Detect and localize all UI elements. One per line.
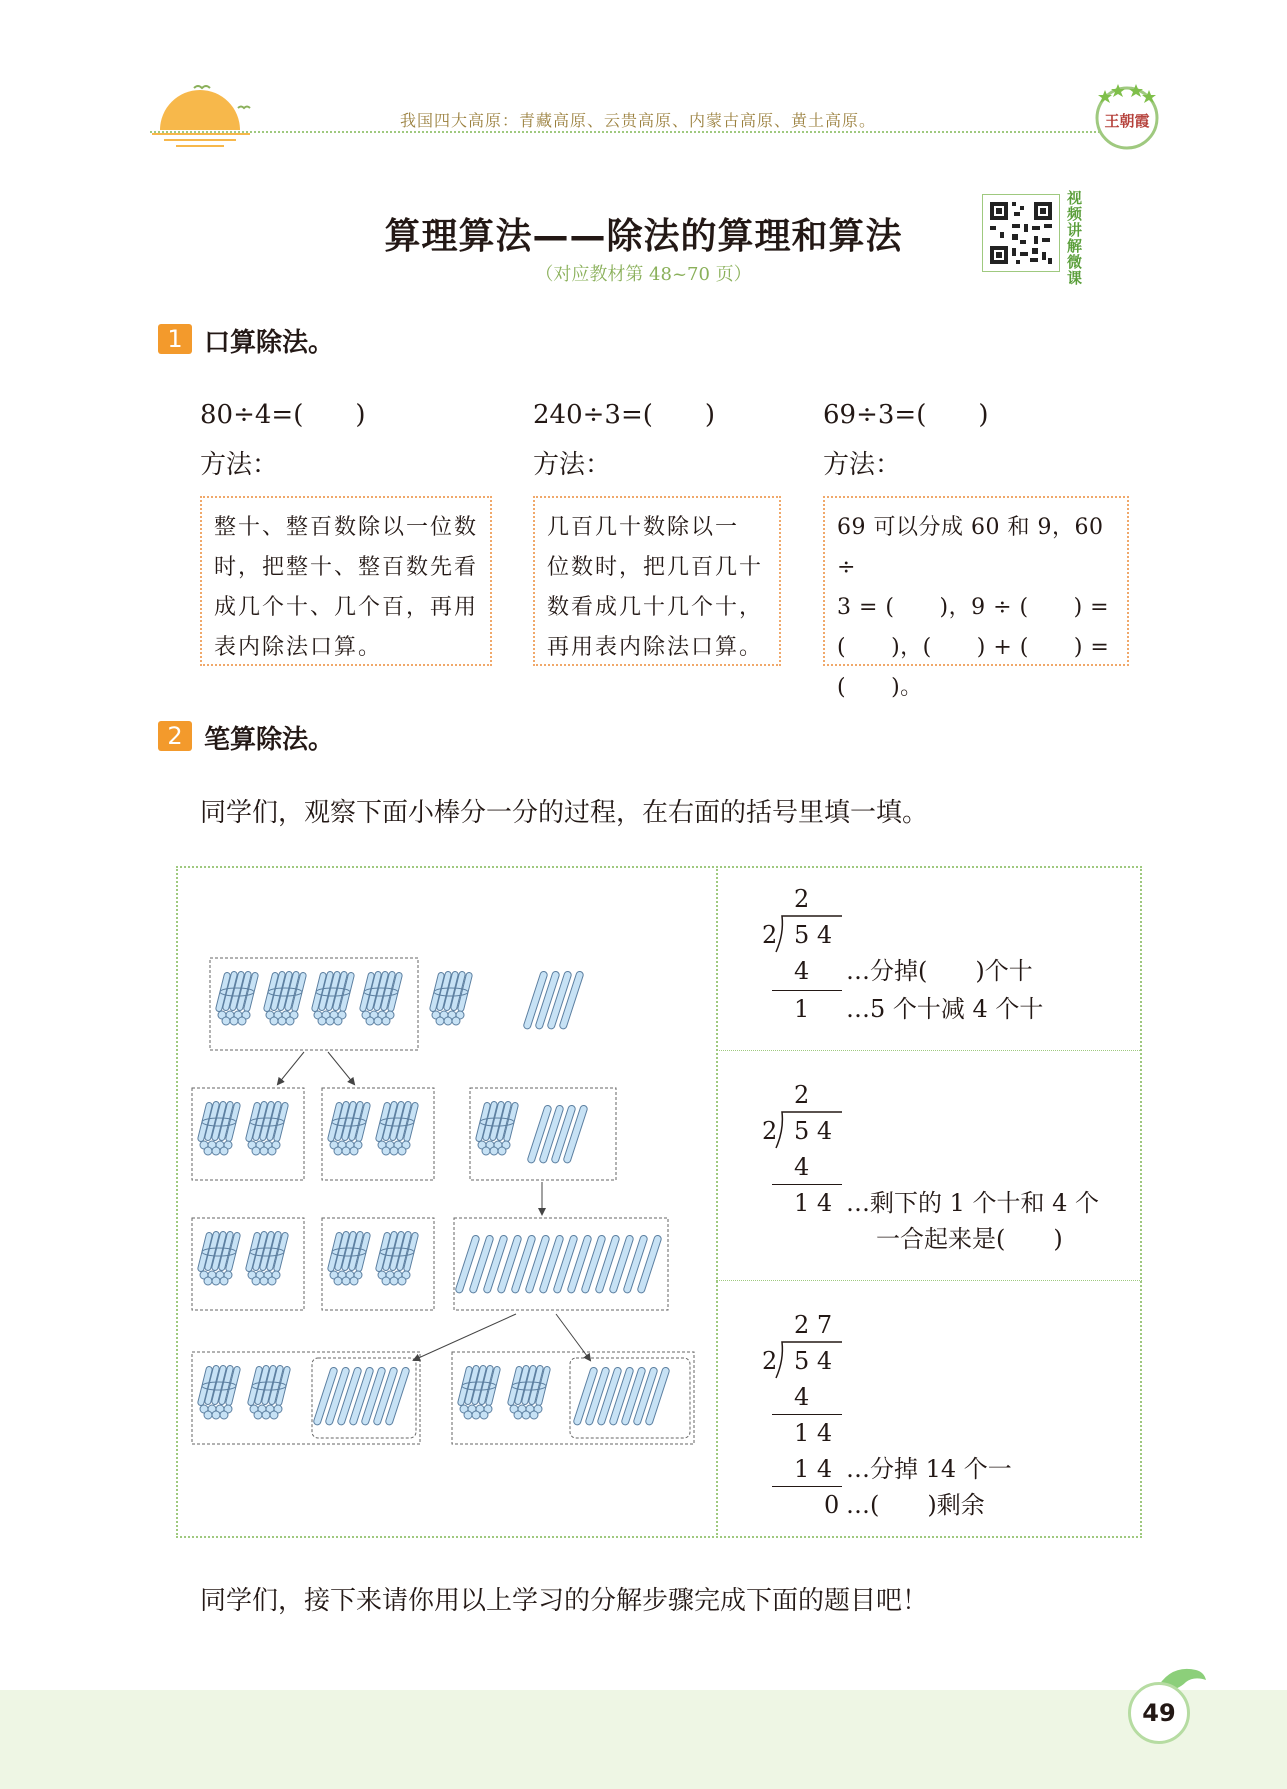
step-2-dividend: 5 4 [794, 1117, 833, 1145]
step-3-remainder: 1 4 [794, 1419, 833, 1447]
sun-logo-icon [150, 78, 260, 154]
subtraction-line [772, 1184, 842, 1185]
header-divider [150, 131, 1100, 133]
step-3-divisor: 2 [762, 1347, 778, 1375]
problem-3-method-label: 方法： [823, 450, 902, 480]
section-2-intro: 同学们，观察下面小棒分一分的过程，在右面的括号里填一填。 [200, 798, 929, 828]
problem-3-method-box [823, 496, 1129, 700]
problem-1-method-box [200, 496, 492, 666]
step-1-note-1: …分掉( )个十 [846, 957, 1033, 985]
header-banner-text: 我国四大高原：青藏高原、云贵高原、内蒙古高原、黄土高原。 [400, 111, 877, 130]
sticks-illustration [186, 940, 706, 1460]
problem-2-expression: 240÷3=( ) [533, 400, 716, 430]
step-2-subtrahend: 4 [794, 1153, 810, 1181]
brand-logo [1090, 76, 1164, 150]
step-1-divisor: 2 [762, 921, 778, 949]
problem-1-expression: 80÷4=( ) [200, 400, 366, 430]
section-2-number: 2 [158, 721, 192, 751]
method-line: ( )。 [837, 675, 923, 700]
method-line: 69 可以分成 60 和 9，60 ÷ [837, 515, 1104, 580]
step-1-note-2: …5 个十减 4 个十 [846, 995, 1044, 1023]
method-line: 整十、整百数除以一位数 [214, 515, 479, 540]
method-line: 位数时，把几百几十 [547, 555, 764, 580]
section-1-number: 1 [158, 324, 192, 354]
page-number: 49 [1128, 1682, 1190, 1744]
method-line: 3 = ( )，9 ÷ ( ) = [837, 595, 1110, 620]
footer-band [0, 1690, 1287, 1789]
step-1-subtrahend: 4 [794, 957, 810, 985]
method-line: 几百几十数除以一 [547, 515, 740, 540]
qr-label: 视频讲解微课 [1067, 189, 1083, 287]
qr-code-icon[interactable] [982, 194, 1060, 272]
method-line: 表内除法口算。 [214, 635, 383, 660]
subtraction-line [772, 990, 842, 991]
panel-row-divider [716, 1050, 1142, 1051]
method-line: ( )，( ) + ( ) = [837, 635, 1110, 660]
brand-logo-text: 王朝霞 [1104, 112, 1150, 130]
section-1-title: 口算除法。 [204, 328, 335, 358]
step-2-note-1: …剩下的 1 个十和 4 个 [846, 1189, 1100, 1217]
step-3-quotient: 2 7 [794, 1311, 833, 1339]
step-3-note-1: …分掉 14 个一 [846, 1455, 1012, 1483]
step-2-divisor: 2 [762, 1117, 778, 1145]
step-3-note-2: …( )剩余 [846, 1491, 985, 1519]
step-1-remainder: 1 [794, 995, 810, 1023]
step-2-quotient: 2 [794, 1081, 810, 1109]
panel-row-divider [716, 1280, 1142, 1281]
page-title: 算理算法——除法的算理和算法 [384, 216, 903, 257]
method-line: 再用表内除法口算。 [547, 635, 764, 660]
problem-2-method-label: 方法： [533, 450, 612, 480]
step-2-remainder: 1 4 [794, 1189, 833, 1217]
step-3-dividend: 5 4 [794, 1347, 833, 1375]
step-3-remainder-2: 0 [824, 1491, 840, 1519]
subtraction-line [772, 1414, 842, 1415]
method-line: 成几个十、几个百，再用 [214, 595, 479, 620]
step-1-dividend: 5 4 [794, 921, 833, 949]
section-2-outro: 同学们，接下来请你用以上学习的分解步骤完成下面的题目吧！ [200, 1586, 929, 1616]
problem-1-method-label: 方法： [200, 450, 279, 480]
section-2-title: 笔算除法。 [204, 725, 335, 755]
method-line: 时，把整十、整百数先看 [214, 555, 479, 580]
step-2-note-2: 一合起来是( ) [876, 1225, 1063, 1253]
problem-2-method-box [533, 496, 781, 666]
method-line: 数看成几十几个十， [547, 595, 764, 620]
page-subtitle: （对应教材第 48~70 页） [535, 264, 752, 285]
step-1-quotient: 2 [794, 885, 810, 913]
step-3-subtrahend-2: 1 4 [794, 1455, 833, 1483]
problem-3-expression: 69÷3=( ) [823, 400, 989, 430]
subtraction-line [772, 1486, 842, 1487]
panel-divider [716, 866, 718, 1538]
step-3-subtrahend: 4 [794, 1383, 810, 1411]
